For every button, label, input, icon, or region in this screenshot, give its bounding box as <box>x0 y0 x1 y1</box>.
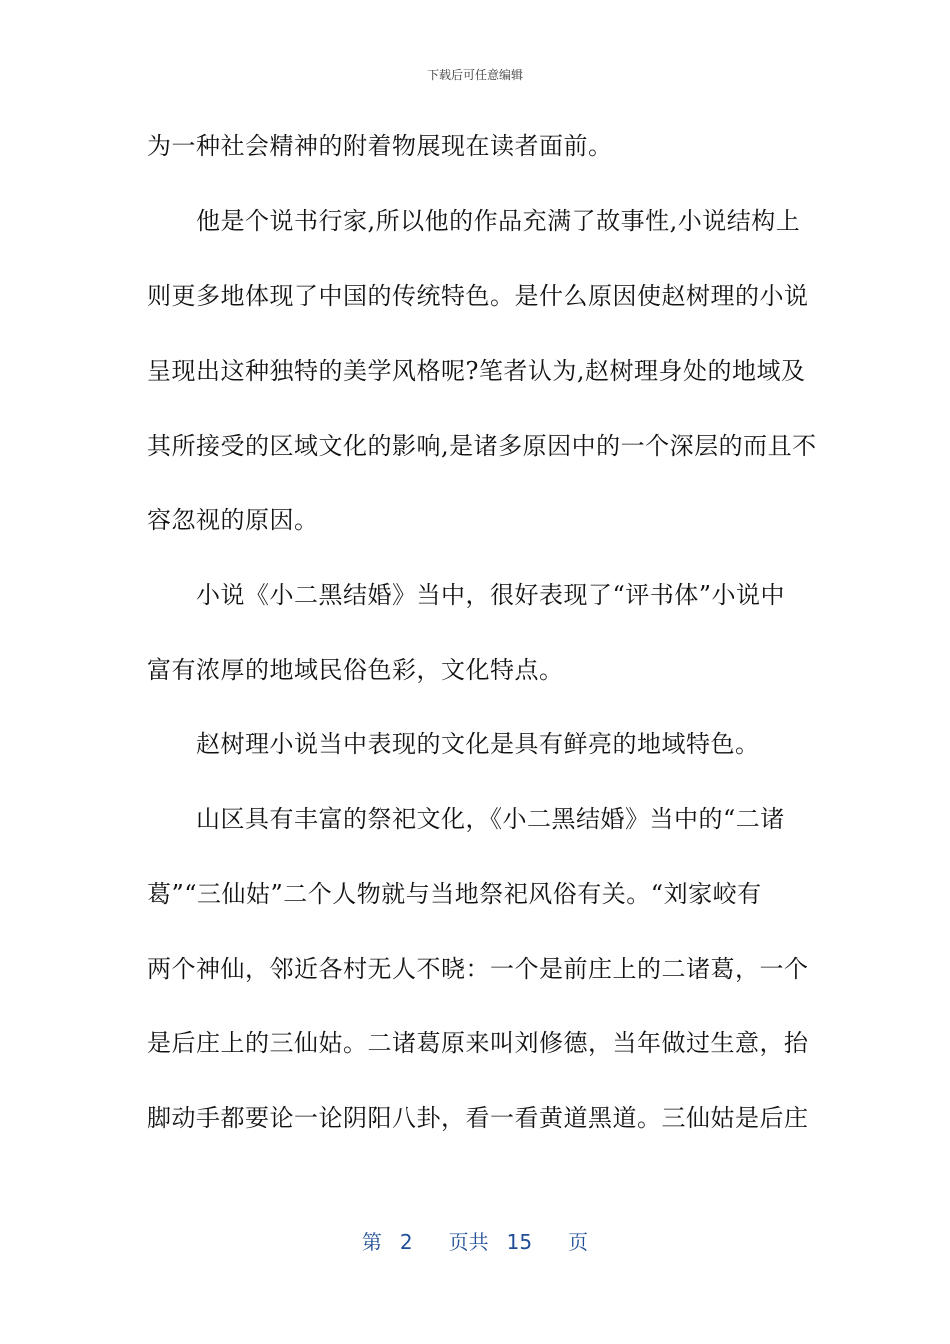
page-prefix: 第 <box>361 1230 382 1254</box>
text-line-3: 则更多地体现了中国的传统特色。是什么原因使赵树理的小说 <box>147 282 809 310</box>
text-line-6: 容忽视的原因。 <box>147 506 319 534</box>
text-line-4: 呈现出这种独特的美学风格呢?笔者认为,赵树理身处的地域及 <box>147 357 806 385</box>
page-footer <box>0 1226 950 1255</box>
total-pages-number: 15 <box>506 1230 533 1254</box>
page-suffix: 页 <box>568 1230 589 1254</box>
current-page-number: 2 <box>399 1230 413 1254</box>
text-line-9: 赵树理小说当中表现的文化是具有鲜亮的地域特色。 <box>147 730 760 758</box>
text-line-1: 为一种社会精神的附着物展现在读者面前。 <box>147 132 613 160</box>
text-line-13: 是后庄上的三仙姑。二诸葛原来叫刘修德，当年做过生意，抬 <box>147 1029 809 1057</box>
text-line-7: 小说《小二黑结婚》当中，很好表现了“评书体”小说中 <box>147 581 786 609</box>
text-line-12: 两个神仙，邻近各村无人不晓：一个是前庄上的二诸葛，一个 <box>147 955 809 983</box>
text-line-5: 其所接受的区域文化的影响,是诸多原因中的一个深层的而且不 <box>147 432 817 460</box>
text-line-10: 山区具有丰富的祭祀文化，《小二黑结婚》当中的“二诸 <box>147 805 785 833</box>
text-line-14: 脚动手都要论一论阴阳八卦，看一看黄道黑道。三仙姑是后庄 <box>147 1104 809 1132</box>
page-mid-text: 页共 <box>448 1230 489 1254</box>
text-line-11: 葛”“三仙姑”二个人物就与当地祭祀风俗有关。“刘家峧有 <box>147 880 762 908</box>
text-line-2: 他是个说书行家,所以他的作品充满了故事性,小说结构上 <box>147 207 801 235</box>
page-header: 下载后可任意编辑 <box>426 68 523 82</box>
text-line-8: 富有浓厚的地域民俗色彩，文化特点。 <box>147 656 564 684</box>
